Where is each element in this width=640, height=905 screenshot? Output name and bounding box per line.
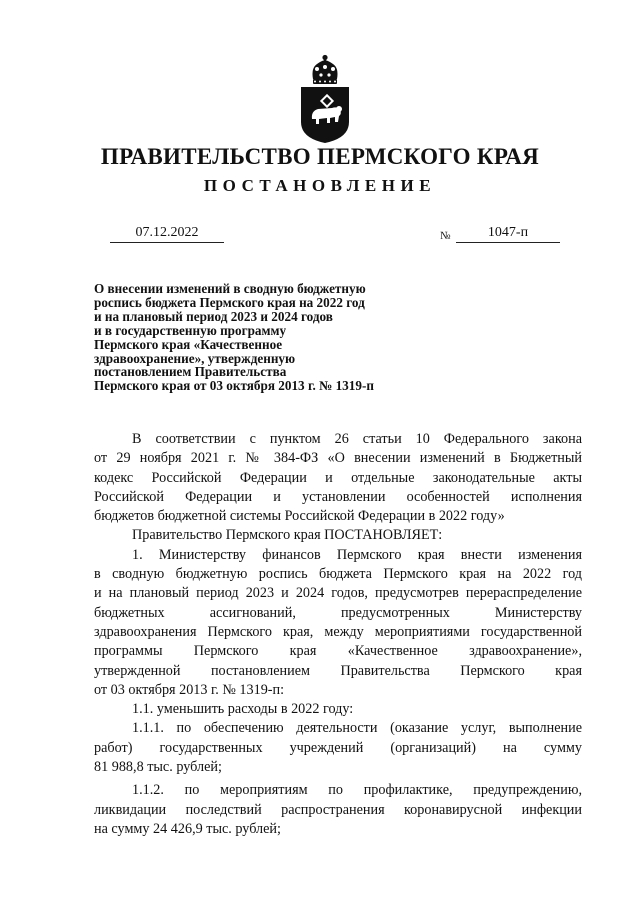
subject-line: и на плановый период 2023 и 2024 годов	[94, 308, 333, 324]
item-1-line: утвержденной постановлением Правительства Пермского края	[94, 662, 582, 679]
subject-line: О внесении изменений в сводную бюджетную	[94, 281, 366, 296]
document-date: 07.12.2022	[110, 225, 224, 243]
preamble-line: В соответствии с пунктом 26 статьи 10 Федерального закона	[132, 431, 582, 447]
item-1-line: в сводную бюджетную роспись бюджета Пермского края на 2022 год	[94, 566, 582, 583]
document-number: 1047-п	[456, 225, 560, 243]
number-sign: №	[440, 230, 451, 242]
item-1-line: от 03 октября 2013 г. № 1319-п:	[94, 681, 285, 698]
document-subject	[94, 282, 434, 393]
resolution-statement: Правительство Пермского края ПОСТАНОВЛЯЕТ:	[132, 527, 443, 544]
subject-line: роспись бюджета Пермского края на 2022 год	[94, 294, 365, 310]
item-1-line: и на плановый период 2023 и 2024 годов, предусмотрев перераспределение	[94, 585, 582, 602]
preamble-line: от 29 ноября 2021 г. № 384-ФЗ «О внесении изменений в Бюджетный	[94, 450, 582, 467]
subject-line: Пермского края «Качественное	[94, 336, 283, 352]
preamble-line: Российской Федерации и установлении особенностей исполнения	[94, 488, 582, 505]
document-body	[94, 430, 582, 839]
document-type: ПОСТАНОВЛЕНИЕ	[203, 176, 437, 195]
subject-line: Пермского края от 03 октября 2013 г. № 1319-п	[94, 378, 374, 394]
item-1-line: 1. Министерству финансов Пермского края внести изменения	[132, 546, 582, 563]
item-1-1-2-line: 1.1.2. по мероприятиям по профилактике, предупреждению,	[132, 782, 582, 799]
item-1-1-2-line: ликвидации последствий распространения коронавирусной инфекции	[94, 801, 582, 818]
item-1-line: бюджетных ассигнований, предусмотренных Министерству	[94, 604, 582, 621]
item-1-line: программы Пермского края «Качественное здравоохранение»,	[94, 643, 582, 660]
subject-line: здравоохранение», утвержденную	[94, 350, 296, 366]
item-1-1: 1.1. уменьшить расходы в 2022 году:	[132, 701, 354, 718]
preamble-line: кодекс Российской Федерации и отдельные законодательные акты	[94, 469, 582, 486]
item-1-line: здравоохранения Пермского края, между мероприятиями государственной	[94, 623, 582, 640]
item-1-1-2-line: на сумму 24 426,9 тыс. рублей;	[94, 820, 281, 837]
coat-of-arms-emblem	[292, 54, 358, 144]
item-1-1-1-line: 1.1.1. по обеспечению деятельности (оказание услуг, выполнение	[132, 720, 582, 737]
preamble-line: бюджетов бюджетной системы Российской Федерации в 2022 году»	[94, 508, 505, 525]
item-1-1-1-line: работ) государственных учреждений (организаций) на сумму	[94, 739, 582, 756]
item-1-1-1-line: 81 988,8 тыс. рублей;	[94, 759, 222, 776]
subject-line: постановлением Правительства	[94, 364, 287, 380]
crown-icon	[313, 55, 338, 84]
subject-line: и в государственную программу	[94, 322, 287, 338]
government-title: ПРАВИТЕЛЬСТВО ПЕРМСКОГО КРАЯ	[100, 144, 540, 169]
